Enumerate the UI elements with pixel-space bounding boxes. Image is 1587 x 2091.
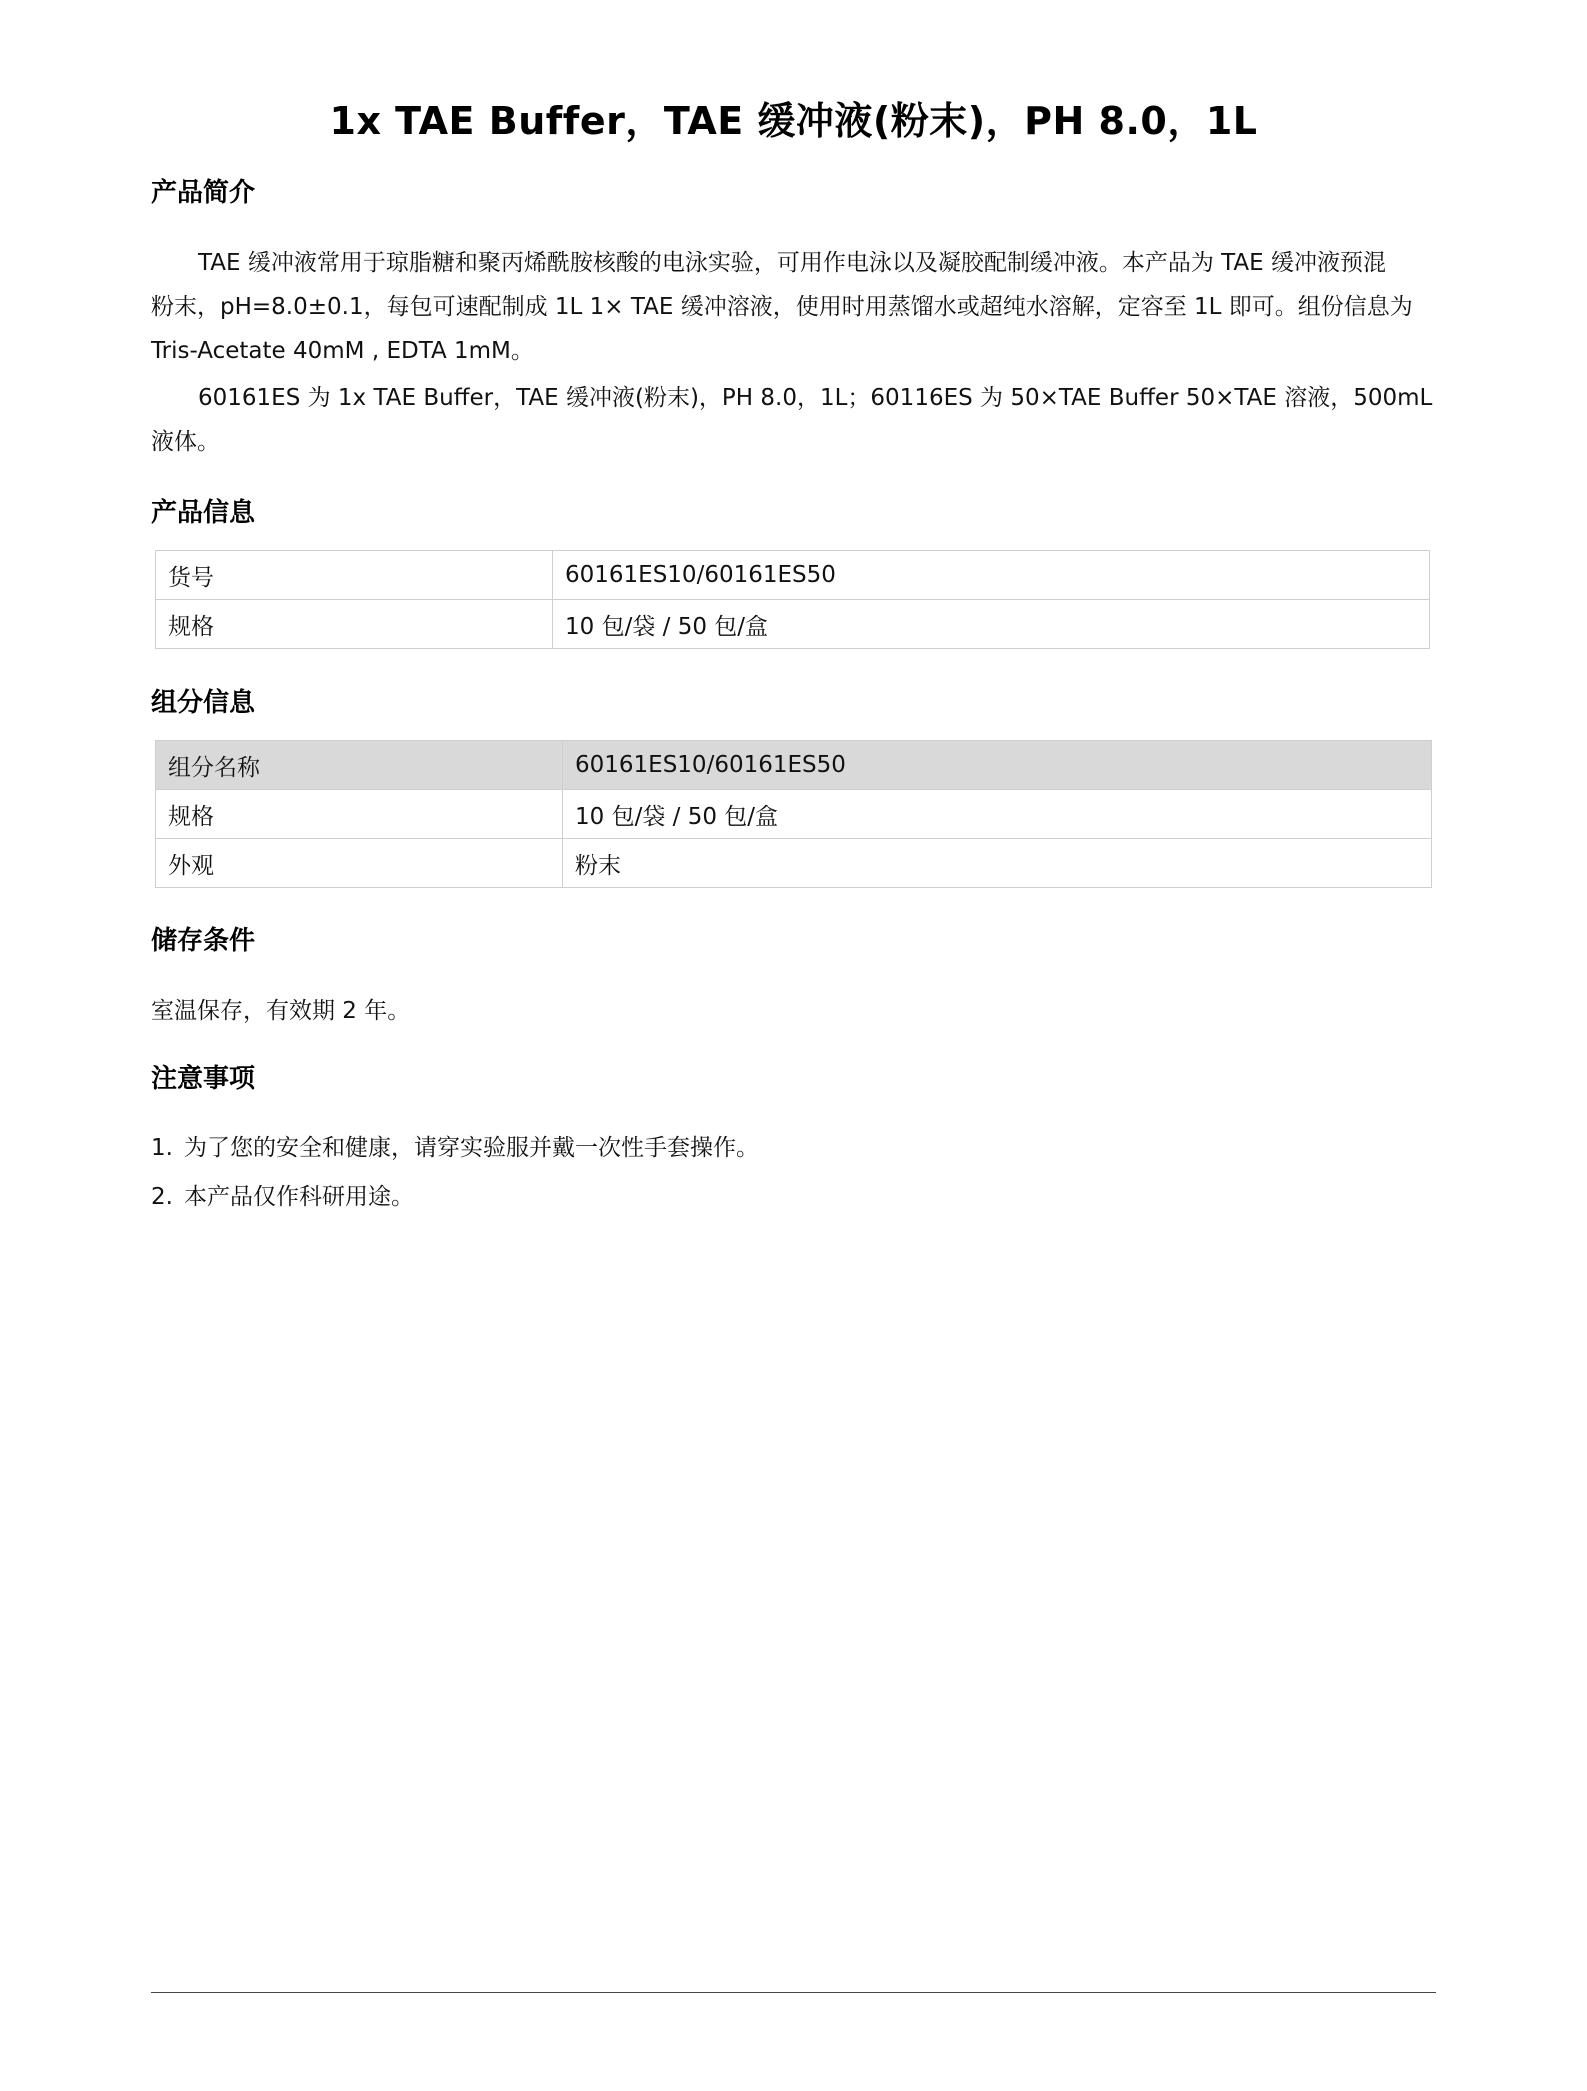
section-heading-storage: 储存条件 xyxy=(151,926,256,956)
table-cell-value: 10 包/袋 / 50 包/盒 xyxy=(563,790,1432,839)
list-item-number: 2. xyxy=(151,1184,173,1210)
section-heading-intro: 产品简介 xyxy=(151,178,256,208)
table-cell-value: 10 包/袋 / 50 包/盒 xyxy=(553,600,1430,649)
table-row xyxy=(156,790,1432,839)
intro-paragraph-1 xyxy=(151,241,1436,373)
intro-p1-line: Tris-Acetate 40mM , EDTA 1mM。 xyxy=(151,338,534,364)
table-cell-label: 货号 xyxy=(156,551,553,600)
table-cell-value: 粉末 xyxy=(563,839,1432,888)
list-item xyxy=(151,1129,759,1162)
table-header-label: 组分名称 xyxy=(156,741,563,790)
page-title: 1x TAE Buffer，TAE 缓冲液(粉末)，PH 8.0，1L xyxy=(329,99,1258,143)
table-cell-label: 外观 xyxy=(156,839,563,888)
intro-paragraph-2 xyxy=(151,376,1436,464)
footer-divider xyxy=(151,1992,1436,1993)
table-header-value: 60161ES10/60161ES50 xyxy=(563,741,1432,790)
list-item xyxy=(151,1178,414,1211)
table-cell-value: 60161ES10/60161ES50 xyxy=(553,551,1430,600)
intro-p2-line: 液体。 xyxy=(151,429,220,455)
storage-text: 室温保存，有效期 2 年。 xyxy=(151,998,411,1024)
section-heading-components: 组分信息 xyxy=(151,688,256,718)
list-item-text: 本产品仅作科研用途。 xyxy=(184,1184,414,1210)
table-row xyxy=(156,551,1430,600)
intro-p1-line: TAE 缓冲液常用于琼脂糖和聚丙烯酰胺核酸的电泳实验，可用作电泳以及凝胶配制缓冲液。本产品为 TAE 缓冲液预混 xyxy=(198,250,1386,276)
table-header-row xyxy=(156,741,1432,790)
components-table xyxy=(155,740,1432,888)
table-row xyxy=(156,839,1432,888)
intro-p2-line: 60161ES 为 1x TAE Buffer，TAE 缓冲液(粉末)，PH 8.0，1L；60116ES 为 50×TAE Buffer 50×TAE 溶液，500mL xyxy=(198,385,1433,411)
intro-p1-line: 粉末，pH=8.0±0.1，每包可速配制成 1L 1× TAE 缓冲溶液，使用时用蒸馏水或超纯水溶解，定容至 1L 即可。组份信息为 xyxy=(151,294,1413,320)
section-heading-notes: 注意事项 xyxy=(151,1064,256,1094)
table-row xyxy=(156,600,1430,649)
list-item-number: 1. xyxy=(151,1135,173,1161)
list-item-text: 为了您的安全和健康，请穿实验服并戴一次性手套操作。 xyxy=(184,1135,759,1161)
product-info-table xyxy=(155,550,1430,649)
table-cell-label: 规格 xyxy=(156,600,553,649)
table-cell-label: 规格 xyxy=(156,790,563,839)
section-heading-product-info: 产品信息 xyxy=(151,498,256,528)
